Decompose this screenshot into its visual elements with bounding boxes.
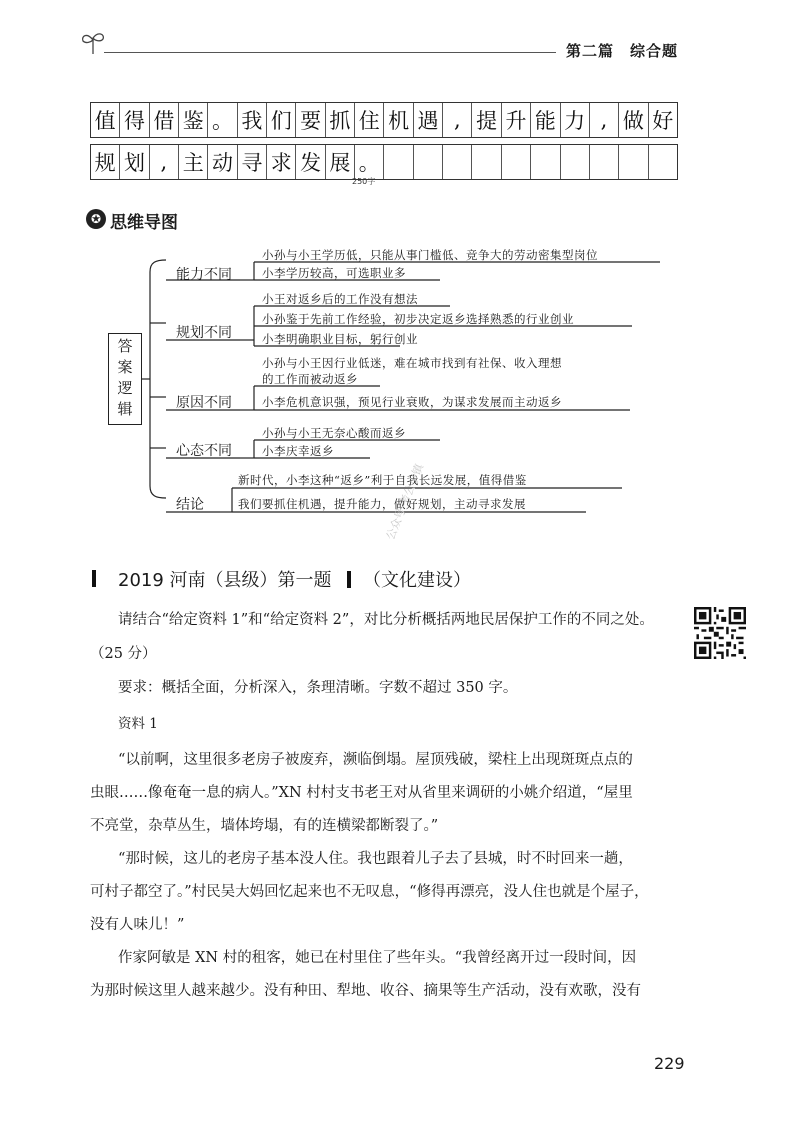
- mindmap-leaf: 新时代，小李这种“返乡”利于自我长远发展，值得借鉴: [238, 473, 527, 487]
- grid-cell: 寻: [238, 145, 267, 179]
- grid-cell: 划: [120, 145, 149, 179]
- grid-cell: 规: [91, 145, 120, 179]
- material-line: 没有人味儿！”: [90, 917, 185, 933]
- material-label: 资料 1: [118, 716, 158, 732]
- question-line: 请结合“给定资料 1”和“给定资料 2”，对比分析概括两地民居保护工作的不同之处。: [118, 612, 654, 628]
- grid-cell: 做: [619, 103, 648, 137]
- heading-bar-left: [92, 570, 96, 587]
- material-line: “那时候，这儿的老房子基本没人住。我也跟着儿子去了县城，时不时回来一趟，: [118, 851, 633, 867]
- mindmap-category: 结论: [176, 497, 204, 513]
- mindmap-category: 规划不同: [176, 325, 232, 341]
- grid-cell: 好: [652, 109, 674, 133]
- grid-cell: 要: [296, 103, 325, 137]
- material-line: “以前啊，这里很多老房子被废弃，濒临倒塌。屋顶残破，梁柱上出现斑斑点点的: [118, 752, 633, 768]
- question-score: （25 分）: [90, 646, 157, 662]
- mindmap-leaf: 小孙鉴于先前工作经验，初步决定返乡选择熟悉的行业创业: [262, 312, 574, 326]
- mindmap-root: 答 案 逻 辑: [108, 333, 142, 425]
- grid-cell: 动: [208, 145, 237, 179]
- mindmap-leaf: 小孙与小王学历低，只能从事门槛低、竞争大的劳动密集型岗位: [262, 248, 598, 262]
- star-badge-icon: ✪: [86, 209, 106, 229]
- grid-cell: 借: [150, 103, 179, 137]
- mindmap-leaf: 小孙与小王因行业低迷，难在城市找到有社保、收入理想: [262, 356, 562, 370]
- grid-cell: 升: [502, 103, 531, 137]
- watermark: 公众号·考公小镇: [383, 462, 427, 542]
- grid-cell: 住: [355, 103, 384, 137]
- grid-cell: 能: [531, 103, 560, 137]
- grid-cell: 得: [120, 103, 149, 137]
- material-line: 作家阿敏是 XN 村的租客，她已在村里住了些年头。“我曾经离开过一段时间，因: [118, 950, 637, 966]
- material-line: 不亮堂，杂草丛生，墙体垮塌，有的连横梁都断裂了。”: [90, 818, 439, 834]
- grid-cell: 遇: [414, 103, 443, 137]
- mindmap-category: 能力不同: [176, 267, 232, 283]
- grid-cell: ,: [590, 103, 619, 137]
- grid-cell: 。: [208, 103, 237, 137]
- requirement: 要求：概括全面，分析深入，条理清晰。字数不超过 350 字。: [118, 680, 518, 696]
- mindmap-leaf: 小王对返乡后的工作没有想法: [262, 292, 418, 306]
- section-heading: [118, 566, 471, 592]
- grid-cell: ,: [443, 103, 472, 137]
- section-heading-title: 2019 河南（县级）第一题: [118, 570, 332, 591]
- grid-cell: 值: [91, 103, 120, 137]
- mindmap-category: 原因不同: [176, 395, 232, 411]
- mindmap-leaf: 我们要抓住机遇，提升能力，做好规划，主动寻求发展: [238, 497, 526, 511]
- mindmap-leaf: 小李危机意识强，预见行业衰败，为谋求发展而主动返乡: [262, 395, 562, 409]
- grid-cell: 。: [355, 145, 384, 179]
- material-line: 可村子都空了。”村民吴大妈回忆起来也不无叹息，“修得再漂亮，没人住也就是个屋子，: [90, 884, 649, 900]
- word-count-label: 250字: [352, 177, 376, 186]
- heading-bar-right: [347, 571, 351, 588]
- grid-cell: ,: [150, 145, 179, 179]
- mindmap-leaf: 小李学历较高，可选职业多: [262, 266, 406, 280]
- grid-cell: 力: [561, 103, 590, 137]
- material-line: 为那时候这里人越来越少。没有种田、犁地、收谷、摘果等生产活动，没有欢歌，没有: [90, 983, 641, 999]
- grid-cell: 展: [326, 145, 355, 179]
- grid-cell: 主: [179, 145, 208, 179]
- qr-code-icon[interactable]: [694, 607, 746, 659]
- grid-cell: 求: [267, 145, 296, 179]
- mindmap-title: 思维导图: [110, 213, 178, 233]
- grid-cell: 抓: [326, 103, 355, 137]
- mindmap-leaf: 小李明确职业目标，躬行创业: [262, 332, 418, 346]
- material-line: 虫眼……像奄奄一息的病人。”XN 村村支书老王对从省里来调研的小姚介绍道，“屋里: [90, 785, 633, 801]
- grid-cell: 们: [267, 103, 296, 137]
- mindmap-category: 心态不同: [176, 443, 232, 459]
- section-heading-tag: （文化建设）: [363, 570, 471, 591]
- grid-cell: 机: [384, 103, 413, 137]
- grid-cell: 发: [296, 145, 325, 179]
- chapter-title: 第二篇 综合题: [566, 42, 679, 60]
- grid-cell: 鉴: [179, 103, 208, 137]
- grid-cell: 提: [472, 103, 501, 137]
- mindmap-leaf: 的工作而被动返乡: [262, 372, 358, 386]
- page-number: 229: [654, 1054, 685, 1073]
- mindmap-leaf: 小孙与小王无奈心酸而返乡: [262, 426, 406, 440]
- grid-cell: 我: [238, 103, 267, 137]
- mindmap-leaf: 小李庆幸返乡: [262, 444, 334, 458]
